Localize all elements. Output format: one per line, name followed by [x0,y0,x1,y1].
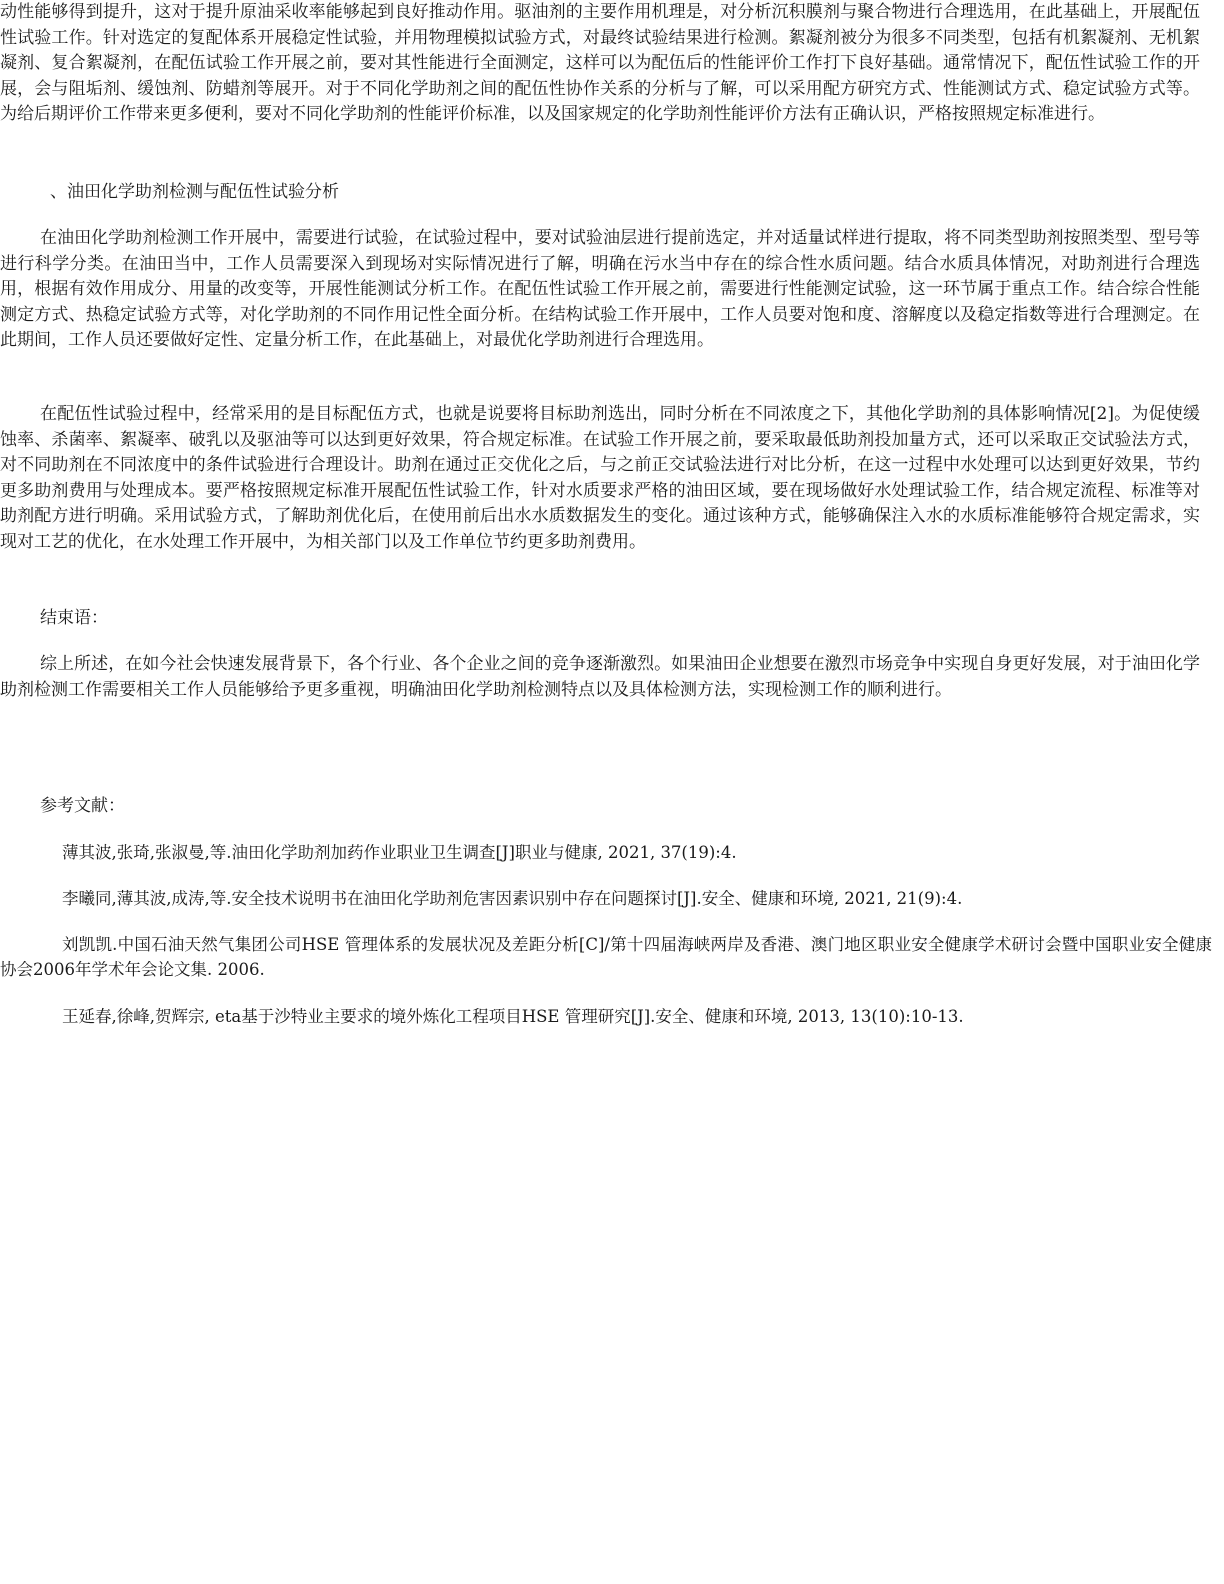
body-paragraph-1: 在油田化学助剂检测工作开展中，需要进行试验，在试验过程中，要对试验油层进行提前选定，并对适量试样进行提取，将不同类型助剂按照类型、型号等进行科学分类。在油田当中，工作人员需要深入到现场对实际情况进行了解，明确在污水当中存在的综合性水质问题。结合水质具体情况，对助剂进行合理选用，根据有效作用成分、用量的改变等，开展性能测试分析工作。在配伍性试验工作开展之前，需要进行性能测定试验，这一环节属于重点工作。结合综合性能测定方式、热稳定试验方式等，对化学助剂的不同作用记性全面分析。在结构试验工作开展中，工作人员要对饱和度、溶解度以及稳定指数等进行合理测定。在此期间，工作人员还要做好定性、定量分析工作，在此基础上，对最优化学助剂进行合理选用。 [0,228,1200,350]
conclusion-paragraph: 综上所述，在如今社会快速发展背景下，各个行业、各个企业之间的竞争逐渐激烈。如果油田企业想要在激烈市场竞争中实现自身更好发展，对于油田化学助剂检测工作需要相关工作人员能够给予更多重视，明确油田化学助剂检测特点以及具体检测方法，实现检测工作的顺利进行。 [0,654,1200,700]
reference-item-1: 薄其波,张琦,张淑曼,等.油田化学助剂加药作业职业卫生调查[J]职业与健康, 2021, 37(19):4. [62,843,737,862]
references-label: 参考文献： [40,796,125,816]
body-paragraph-2: 在配伍性试验过程中，经常采用的是目标配伍方式，也就是说要将目标助剂选出，同时分析在不同浓度之下，其他化学助剂的具体影响情况[2]。为促使缓蚀率、杀菌率、絮凝率、破乳以及驱油等可以达到更好效果，符合规定标准。在试验工作开展之前，要采取最低助剂投加量方式，还可以采取正交试验法方式，对不同助剂在不同浓度中的条件试验进行合理设计。助剂在通过正交优化之后，与之前正交试验法进行对比分析，在这一过程中水处理可以达到更好效果，节约更多助剂费用与处理成本。要严格按照规定标准开展配伍性试验工作，针对水质要求严格的油田区域，要在现场做好水处理试验工作，结合规定流程、标准等对助剂配方进行明确。采用试验方式，了解助剂优化后，在使用前后出水水质数据发生的变化。通过该种方式，能够确保注入水的水质标准能够符合规定需求，实现对工艺的优化，在水处理工作开展中，为相关部门以及工作单位节约更多助剂费用。 [0,404,1200,552]
conclusion-label: 结束语： [40,608,108,628]
intro-paragraph: 动性能够得到提升，这对于提升原油采收率能够起到良好推动作用。驱油剂的主要作用机理是，对分析沉积膜剂与聚合物进行合理选用，在此基础上，开展配伍性试验工作。针对选定的复配体系开展稳定性试验，并用物理模拟试验方式，对最终试验结果进行检测。絮凝剂被分为很多不同类型，包括有机絮凝剂、无机絮凝剂、复合絮凝剂，在配伍试验工作开展之前，要对其性能进行全面测定，这样可以为配伍后的性能评价工作打下良好基础。通常情况下，配伍性试验工作的开展，会与阻垢剂、缓蚀剂、防蜡剂等展开。对于不同化学助剂之间的配伍性协作关系的分析与了解，可以采用配方研究方式、性能测试方式、稳定试验方式等。为给后期评价工作带来更多便利，要对不同化学助剂的性能评价标准，以及国家规定的化学助剂性能评价方法有正确认识，严格按照规定标准进行。 [0,2,1200,124]
section-heading: 、油田化学助剂检测与配伍性试验分析 [50,182,339,202]
reference-item-2: 李曦同,薄其波,成涛,等.安全技术说明书在油田化学助剂危害因素识别中存在问题探讨[J].安全、健康和环境, 2021, 21(9):4. [62,889,963,908]
reference-item-4: 王延春,徐峰,贺辉宗, eta基于沙特业主要求的境外炼化工程项目HSE 管理研究[J].安全、健康和环境, 2013, 13(10):10-13. [62,1007,964,1026]
reference-item-3: 刘凯凯.中国石油天然气集团公司HSE 管理体系的发展状况及差距分析[C]/第十四届海峡两岸及香港、澳门地区职业安全健康学术研讨会暨中国职业安全健康协会2006年学术年会论文集. 2006. [0,935,1212,979]
